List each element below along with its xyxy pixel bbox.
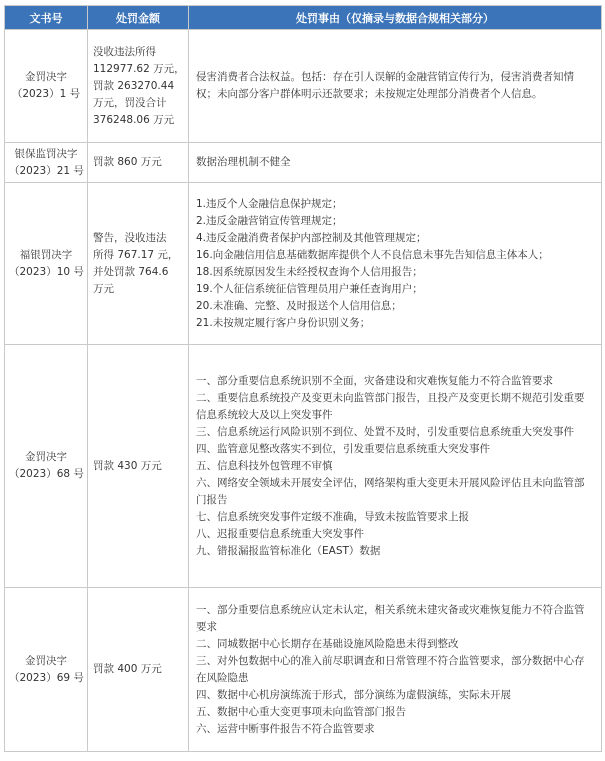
reason-item: 四、监管意见整改落实不到位，引发重要信息系统重大突发事件 xyxy=(196,442,490,455)
reason-item: 1.违反个人金融信息保护规定； xyxy=(196,197,343,210)
doc-number: 金罚决字 xyxy=(25,654,67,667)
header-penalty-reason: 处罚事由（仅摘录与数据合规相关部分） xyxy=(189,6,602,30)
header-row xyxy=(5,6,602,30)
reason-item: 19.个人征信系统征信管理员用户兼任查询用户； xyxy=(196,282,423,295)
reason-item: 五、数据中心重大变更事项未向监管部门报告 xyxy=(196,705,406,718)
reason-item: 六、网络安全领域未开展安全评估，网络架构重大变更未开展风险评估且未向监管部门报告 xyxy=(196,476,585,506)
amount-text: 376248.06 万元 xyxy=(93,113,175,126)
reason-item: 二、重要信息系统投产及变更未向监管部门报告，且投产及变更长期不规范引发重要信息系统较大及以上突发事件 xyxy=(196,391,585,421)
amount-text: 警告，没收违法 xyxy=(93,231,167,244)
doc-number: （2023）10 号 xyxy=(9,265,84,278)
reason-item: 三、信息系统运行风险识别不到位、处置不及时，引发重要信息系统重大突发事件 xyxy=(196,425,574,438)
doc-number: 金罚决字 xyxy=(25,451,67,463)
header-doc-number: 文书号 xyxy=(5,6,88,30)
reason-item: 七、信息系统突发事件定级不准确，导致未按监管要求上报 xyxy=(196,510,469,523)
amount-cell xyxy=(88,183,189,345)
doc-number: （2023）1 号 xyxy=(11,88,81,100)
reason-item: 21.未按规定履行客户身份识别义务； xyxy=(196,316,371,329)
reason-item: 2.违反金融营销宣传管理规定； xyxy=(196,214,343,227)
reason-item: 数据治理机制不健全 xyxy=(196,156,291,168)
amount-cell xyxy=(88,30,189,143)
amount-text: 罚款 430 万元 xyxy=(93,459,162,472)
penalty-table xyxy=(4,5,602,752)
doc-number-cell xyxy=(5,588,88,752)
reason-item: 20.未准确、完整、及时报送个人信用信息； xyxy=(196,299,402,312)
reason-item: 二、同城数据中心长期存在基础设施风险隐患未得到整改 xyxy=(196,637,459,650)
doc-number: 金罚决字 xyxy=(25,71,67,83)
doc-number-cell xyxy=(5,30,88,143)
reason-cell xyxy=(189,30,602,143)
reason-item: 4.违反金融消费者保护内部控制及其他管理规定； xyxy=(196,231,427,244)
reason-item: 三、对外包数据中心的准入前尽职调查和日常管理不符合监管要求，部分数据中心存在风险隐患 xyxy=(196,654,585,684)
amount-text: 万元，罚没合计 xyxy=(93,96,167,109)
table-row xyxy=(5,143,602,183)
amount-text: 罚款 860 万元 xyxy=(93,156,162,168)
table-row xyxy=(5,588,602,752)
table-row xyxy=(5,30,602,143)
amount-cell xyxy=(88,143,189,183)
reason-item: 一、部分重要信息系统应认定未认定，相关系统未建灾备或灾难恢复能力不符合监管要求 xyxy=(196,603,585,633)
table-row xyxy=(5,183,602,345)
reason-cell xyxy=(189,345,602,588)
doc-number: 福银罚决字 xyxy=(19,248,73,261)
reason-cell xyxy=(189,143,602,183)
reason-item: 四、数据中心机房演练流于形式，部分演练为虚假演练，实际未开展 xyxy=(196,688,511,701)
amount-text: 万元 xyxy=(93,282,114,295)
header-penalty-amount: 处罚金额 xyxy=(88,6,189,30)
reason-item: 八、迟报重要信息系统重大突发事件 xyxy=(196,527,364,540)
doc-number: （2023）69 号 xyxy=(9,671,84,684)
amount-text: 所得 767.17 元， xyxy=(93,248,179,261)
doc-number-cell xyxy=(5,183,88,345)
reason-item: 九、错报漏报监管标准化（EAST）数据 xyxy=(196,544,381,557)
amount-text: 并处罚款 764.6 xyxy=(93,265,169,278)
doc-number: 银保监罚决字 xyxy=(14,147,78,160)
amount-cell xyxy=(88,345,189,588)
reason-cell xyxy=(189,183,602,345)
amount-text: 罚款 263270.44 xyxy=(93,79,175,92)
reason-item: 六、运营中断事件报告不符合监管要求 xyxy=(196,722,375,735)
amount-text: 罚款 400 万元 xyxy=(93,663,162,675)
reason-item: 18.因系统原因发生未经授权查询个人信用报告； xyxy=(196,265,423,278)
reason-item: 一、部分重要信息系统识别不全面，灾备建设和灾难恢复能力不符合监管要求 xyxy=(196,374,553,387)
table-row xyxy=(5,345,602,588)
reason-item: 五、信息科技外包管理不审慎 xyxy=(196,459,333,472)
reason-item: 侵害消费者合法权益。包括：存在引人误解的金融营销宣传行为，侵害消费者知情权；未向部分客户群体明示还款要求；未按规定处理部分消费者个人信息。 xyxy=(196,71,574,100)
reason-cell xyxy=(189,588,602,752)
amount-cell xyxy=(88,588,189,752)
reason-item: 16.向金融信用信息基础数据库提供个人不良信息未事先告知信息主体本人； xyxy=(196,248,549,261)
doc-number-cell xyxy=(5,143,88,183)
amount-text: 112977.62 万元， xyxy=(93,62,185,75)
doc-number: （2023）21 号 xyxy=(9,164,84,177)
doc-number: （2023）68 号 xyxy=(9,468,84,480)
doc-number-cell xyxy=(5,345,88,588)
amount-text: 没收违法所得 xyxy=(93,45,156,58)
